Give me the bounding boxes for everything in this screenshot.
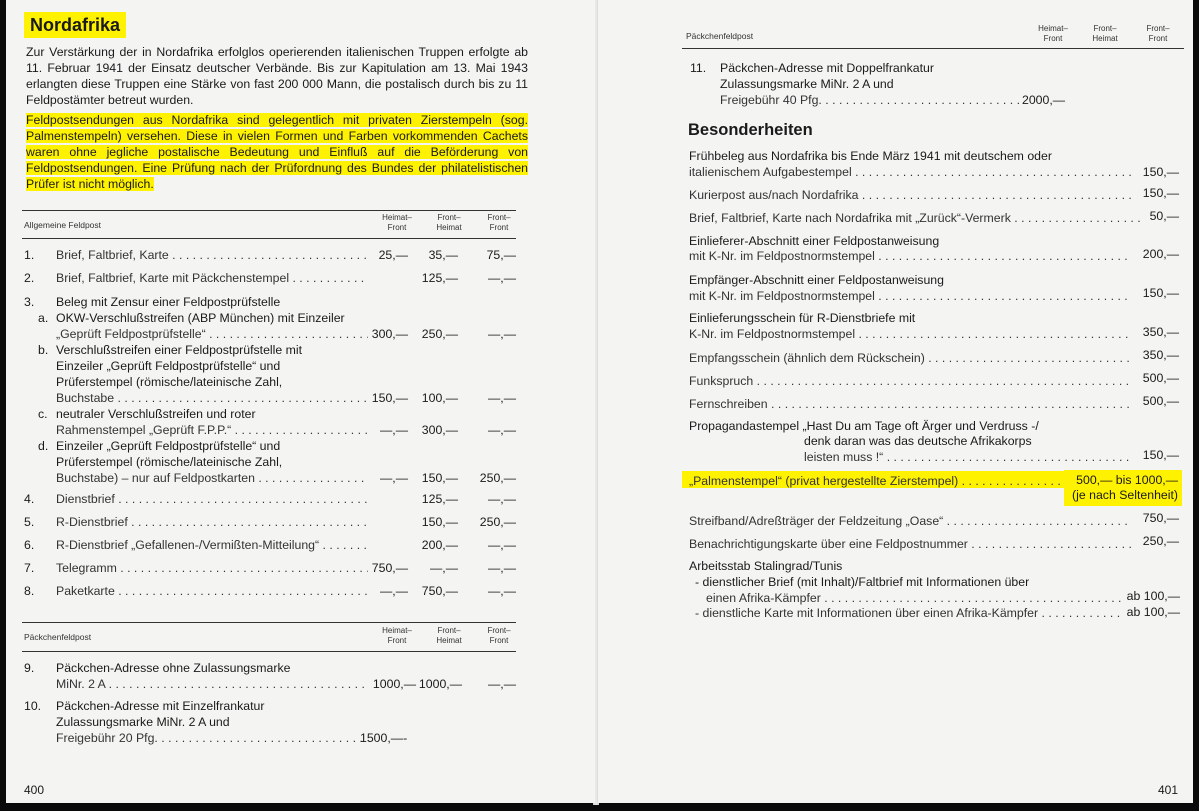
price: 150,— <box>371 391 408 405</box>
item-text: Prüferstempel (römische/lateinische Zahl, <box>56 375 283 389</box>
price: 25,— <box>378 248 408 262</box>
item-text: - dienstliche Karte mit Informationen über einen Afrika-Kämpfer . . . <box>695 605 1122 621</box>
item-text: Verschlußstreifen einer Feldpostprüfstelle mit <box>56 343 303 357</box>
sub-item-letter: a. <box>38 311 49 325</box>
price: 100,— <box>421 391 458 405</box>
price: 1000,— <box>418 677 462 691</box>
price: 125,— <box>421 271 458 285</box>
price: 1000,— <box>372 677 416 691</box>
price: —,— <box>487 492 516 506</box>
section-heading: Besonderheiten <box>688 121 813 139</box>
item-text: Propagandastempel „Hast Du am Tage oft Ärger und Verdruss -/ <box>689 419 1039 433</box>
item-text: Buchstabe) – nur auf Feldpostkarten . . . <box>56 470 368 486</box>
item-text: Freigebühr 40 Pfg. . . . <box>720 92 1022 108</box>
section-rule <box>682 48 1184 49</box>
price: 250,— <box>479 471 516 485</box>
item-text: Brief, Faltbrief, Karte mit Päckchenstempel . . . <box>56 270 368 286</box>
item-number: 4. <box>24 492 35 506</box>
item-text: - dienstlicher Brief (mit Inhalt)/Faltbrief mit Informationen über <box>695 575 1030 589</box>
item-text: neutraler Verschlußstreifen und roter <box>56 407 256 421</box>
intro-paragraph: Zur Verstärkung der in Nordafrika erfolglos operierenden italienischen Truppen erfolgte ab 11. Februar 1941 der Einsatz deutscher Verbände. Bis zur Kapitulation am 13. Mai 1943 erlangten diese Truppen eine Stärke von fast 200 000 Mann, die postalisch durch bis zu 11 Feldpostämter betreut wurden. <box>26 45 528 107</box>
item-number: 10. <box>24 699 42 713</box>
item-text: Brief, Faltbrief, Karte . . . <box>56 247 368 263</box>
price: 250,— <box>421 327 458 341</box>
price: —,— <box>487 327 516 341</box>
price: 200,— <box>421 538 458 552</box>
price: 150,— <box>1142 286 1179 300</box>
item-text: Beleg mit Zensur einer Feldpostprüfstelle <box>56 295 281 309</box>
sub-item-letter: c. <box>38 407 48 421</box>
item-text: „Geprüft Feldpostprüfstelle“ . . . <box>56 326 368 342</box>
item-text: K-Nr. im Feldpostnormstempel . . . <box>689 326 1131 342</box>
price: —,— <box>487 423 516 437</box>
item-number: 8. <box>24 584 35 598</box>
price: 125,— <box>421 492 458 506</box>
item-text: Empfänger-Abschnitt einer Feldpostanweisung <box>689 273 944 287</box>
item-text: Freigebühr 20 Pfg. . . . <box>56 730 362 746</box>
highlighted-paragraph <box>26 112 528 192</box>
item-text: MiNr. 2 A . . . <box>56 676 368 692</box>
section-label: Päckchenfeldpost <box>24 632 92 642</box>
price: ab 100,— <box>1126 589 1180 603</box>
price: —,— <box>487 561 516 575</box>
item-number: 6. <box>24 538 35 552</box>
column-header-heimat-front: Heimat– Front <box>1038 24 1068 43</box>
item-text: Zulassungsmarke MiNr. 2 A und <box>720 77 894 91</box>
item-text: „Palmenstempel“ (privat hergestellte Zierstempel) . . . <box>689 473 1065 489</box>
item-text: Paketkarte . . . <box>56 583 368 599</box>
item-text: Empfangsschein (ähnlich dem Rückschein) . . . <box>689 350 1131 366</box>
price: 150,— <box>1142 165 1179 179</box>
item-text: R-Dienstbrief „Gefallenen-/Vermißten-Mitteilung“ . . . <box>56 537 368 553</box>
item-text: Brief, Faltbrief, Karte nach Nordafrika mit „Zurück“-Vermerk . . . <box>689 210 1141 226</box>
column-header-heimat-front: Heimat– Front <box>382 213 412 232</box>
column-header-front-heimat: Front– Heimat <box>1092 24 1118 43</box>
price: 50,— <box>1149 209 1179 223</box>
item-text: Dienstbrief . . . <box>56 491 368 507</box>
item-text: Päckchen-Adresse mit Doppelfrankatur <box>720 61 934 75</box>
item-text: Prüferstempel (römische/lateinische Zahl, <box>56 455 283 469</box>
column-header-front-front: Front– Front <box>1146 24 1170 43</box>
column-header-front-heimat: Front– Heimat <box>436 213 462 232</box>
item-text: Einlieferungsschein für R-Dienstbriefe mit <box>689 311 916 325</box>
highlight-text: Feldpostsendungen aus Nordafrika sind gelegentlich mit privaten Zierstempeln (sog. Palmenstempeln) versehen. Diese in vielen Formen und Farben vorkommenden Cachets waren ohne jegliche postalische Bedeutung und Einfluß auf die Beförderung von Feldpostsendungen. Eine Prüfung nach der Prüfordnung des Bundes der philatelistischen Prüfer ist nicht möglich. <box>26 113 528 191</box>
price: 750,— <box>1142 511 1179 525</box>
page-number: 401 <box>1158 783 1179 797</box>
price: 500,— bis 1000,— <box>1076 473 1178 487</box>
price: 150,— <box>1142 448 1179 462</box>
item-text: italienischem Aufgabestempel . . . <box>689 164 1131 180</box>
item-text: Funkspruch . . . <box>689 373 1131 389</box>
item-number: 1. <box>24 248 35 262</box>
price: —,— <box>487 677 516 691</box>
price: 500,— <box>1142 371 1179 385</box>
section-rule <box>22 238 516 239</box>
price: 1500,—- <box>360 731 408 745</box>
section-rule <box>22 210 516 211</box>
column-header-front-front: Front– Front <box>487 213 511 232</box>
item-text: Rahmenstempel „Geprüft F.P.P.“ . . . <box>56 422 368 438</box>
price: 350,— <box>1142 325 1179 339</box>
sub-item-letter: b. <box>38 343 49 357</box>
item-text: Telegramm . . . <box>56 560 368 576</box>
price: 150,— <box>421 515 458 529</box>
item-text: Frühbeleg aus Nordafrika bis Ende März 1941 mit deutschem oder <box>689 149 1052 163</box>
item-text: Benachrichtigungskarte über eine Feldpostnummer . . . <box>689 536 1131 552</box>
item-text: Einzeiler „Geprüft Feldpostprüfstelle“ und <box>56 439 281 453</box>
page-title: Nordafrika <box>24 12 126 38</box>
item-text: R-Dienstbrief . . . <box>56 514 368 530</box>
price: 75,— <box>486 248 516 262</box>
price: —,— <box>379 584 408 598</box>
item-text: Einzeiler „Geprüft Feldpostprüfstelle“ und <box>56 359 281 373</box>
item-text: mit K-Nr. im Feldpostnormstempel . . . <box>689 248 1131 264</box>
column-header-heimat-front: Heimat– Front <box>382 626 412 645</box>
price: 250,— <box>479 515 516 529</box>
item-text: Päckchen-Adresse mit Einzelfrankatur <box>56 699 265 713</box>
price: 300,— <box>371 327 408 341</box>
item-number: 3. <box>24 295 35 309</box>
price: —,— <box>379 423 408 437</box>
item-number: 5. <box>24 515 35 529</box>
item-text: Einlieferer-Abschnitt einer Feldpostanweisung <box>689 234 940 248</box>
price: —,— <box>487 538 516 552</box>
section-rule <box>22 651 516 652</box>
price: 350,— <box>1142 348 1179 362</box>
price: 2000,— <box>1022 93 1066 107</box>
page-number: 400 <box>24 783 45 797</box>
item-text: mit K-Nr. im Feldpostnormstempel . . . <box>689 288 1131 304</box>
item-text: OKW-Verschlußstreifen (ABP München) mit Einzeiler <box>56 311 345 325</box>
price: —,— <box>487 271 516 285</box>
price: 750,— <box>421 584 458 598</box>
price: 35,— <box>428 248 458 262</box>
item-text: Fernschreiben . . . <box>689 396 1131 412</box>
price: —,— <box>487 584 516 598</box>
item-number: 9. <box>24 661 35 675</box>
price: 500,— <box>1142 394 1179 408</box>
item-text: leisten muss !“ . . . <box>804 449 1131 465</box>
section-rule <box>22 622 516 623</box>
item-number: 2. <box>24 271 35 285</box>
item-text: Päckchen-Adresse ohne Zulassungsmarke <box>56 661 291 675</box>
item-text: Buchstabe . . . <box>56 390 368 406</box>
price: —,— <box>379 471 408 485</box>
section-label: Päckchenfeldpost <box>686 31 754 41</box>
price-note: (je nach Seltenheit) <box>1072 488 1178 502</box>
price: 150,— <box>1142 186 1179 200</box>
item-text: Kurierpost aus/nach Nordafrika . . . <box>689 187 1131 203</box>
right-page <box>598 0 1193 803</box>
price: 250,— <box>1142 534 1179 548</box>
price: ab 100,— <box>1126 605 1180 619</box>
item-text: denk daran was das deutsche Afrikakorps <box>804 434 1032 448</box>
section-label: Allgemeine Feldpost <box>24 220 102 230</box>
item-text: einen Afrika-Kämpfer . . . <box>706 590 1122 606</box>
item-number: 7. <box>24 561 35 575</box>
price: —,— <box>429 561 458 575</box>
item-text: Streifband/Adreßträger der Feldzeitung „Oase“ . . . <box>689 513 1131 529</box>
item-number: 11. <box>690 61 707 75</box>
sub-item-letter: d. <box>38 439 49 453</box>
price: 750,— <box>371 561 408 575</box>
item-text: Arbeitsstab Stalingrad/Tunis <box>689 559 843 573</box>
left-page <box>6 0 595 803</box>
item-text: Zulassungsmarke MiNr. 2 A und <box>56 715 230 729</box>
price: 200,— <box>1142 247 1179 261</box>
column-header-front-front: Front– Front <box>487 626 511 645</box>
price: 150,— <box>421 471 458 485</box>
price: 300,— <box>421 423 458 437</box>
column-header-front-heimat: Front– Heimat <box>436 626 462 645</box>
price: —,— <box>487 391 516 405</box>
